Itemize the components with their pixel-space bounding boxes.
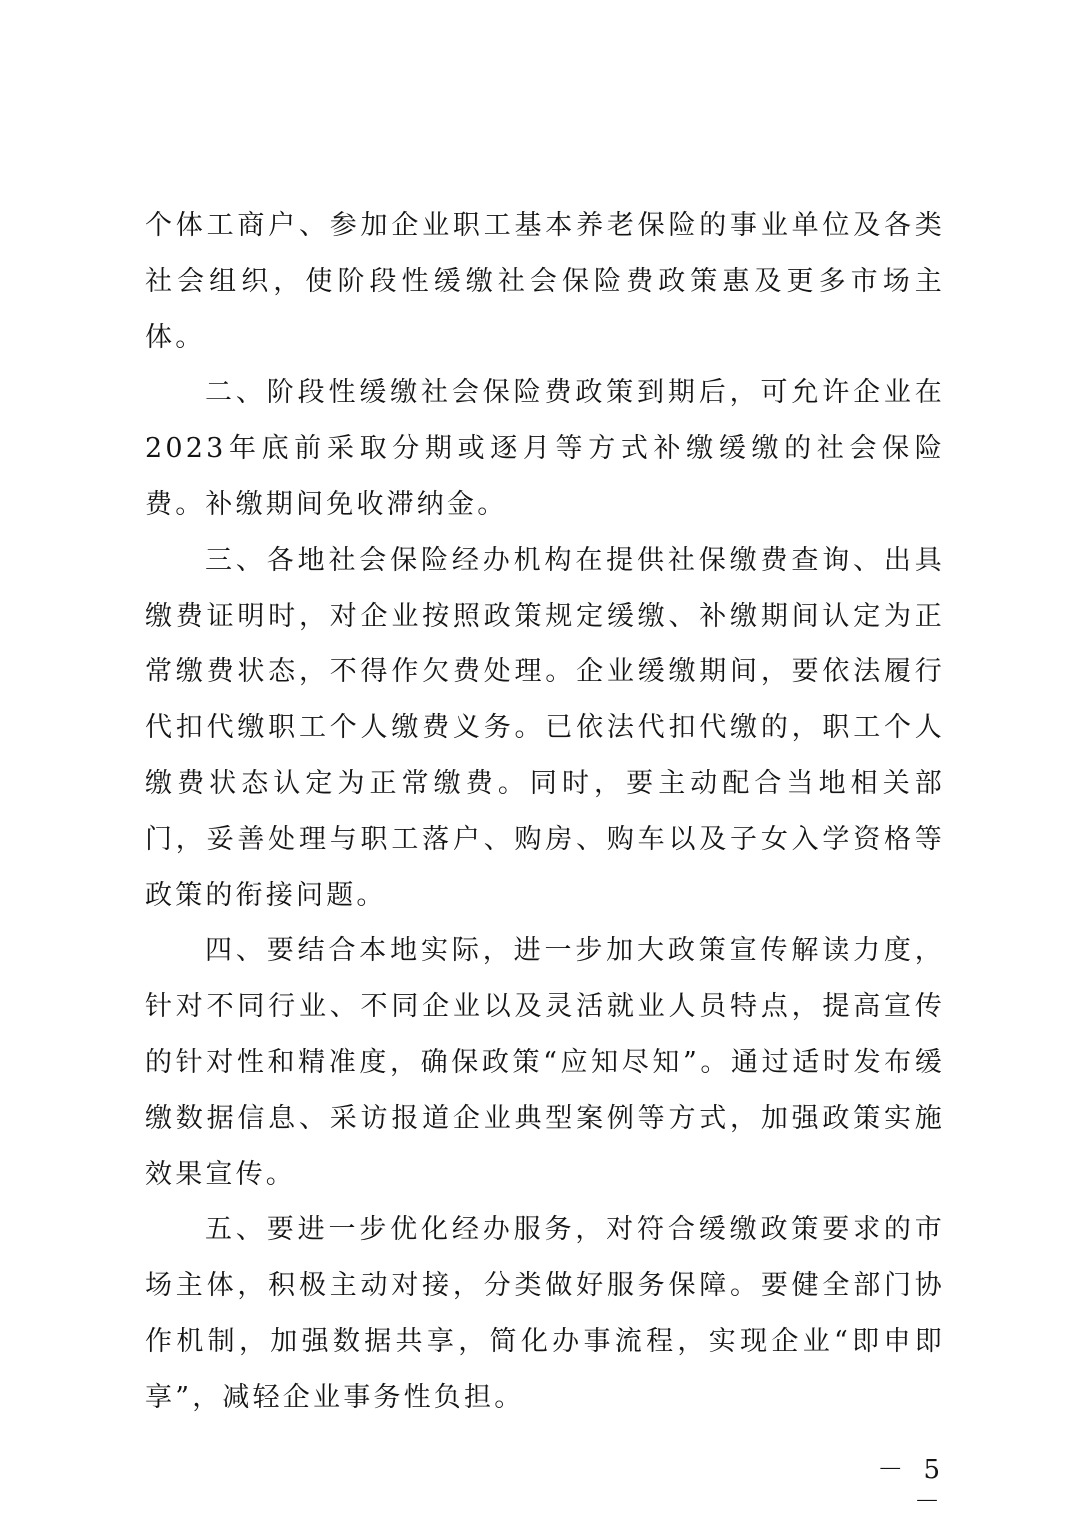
paragraph-item-2: 二、阶段性缓缴社会保险费政策到期后，可允许企业在2023年底前采取分期或逐月等方式补缴缓缴的社会保险费。补缴期间免收滞纳金。	[145, 377, 945, 520]
paragraph-item-3: 三、各地社会保险经办机构在提供社保缴费查询、出具缴费证明时，对企业按照政策规定缓缴、补缴期间认定为正常缴费状态，不得作欠费处理。企业缓缴期间，要依法履行代扣代缴职工个人缴费义务。已依法代扣代缴的，职工个人缴费状态认定为正常缴费。同时，要主动配合当地相关部门，妥善处理与职工落户、购房、购车以及子女入学资格等政策的衔接问题。	[145, 544, 945, 911]
paragraph-item-4: 四、要结合本地实际，进一步加大政策宣传解读力度，针对不同行业、不同企业以及灵活就业人员特点，提高宣传的针对性和精准度，确保政策“应知尽知”。通过适时发布缓缴数据信息、采访报道企业典型案例等方式，加强政策实施效果宣传。	[145, 935, 945, 1190]
paragraph-item-5: 五、要进一步优化经办服务，对符合缓缴政策要求的市场主体，积极主动对接，分类做好服务保障。要健全部门协作机制，加强数据共享，简化办事流程，实现企业“即申即享”，减轻企业事务性负担。	[145, 1214, 945, 1413]
document-body	[145, 198, 945, 1426]
page-number: － 5 －	[877, 1455, 946, 1517]
paragraph-continuation: 个体工商户、参加企业职工基本养老保险的事业单位及各类社会组织，使阶段性缓缴社会保险费政策惠及更多市场主体。	[145, 210, 945, 353]
